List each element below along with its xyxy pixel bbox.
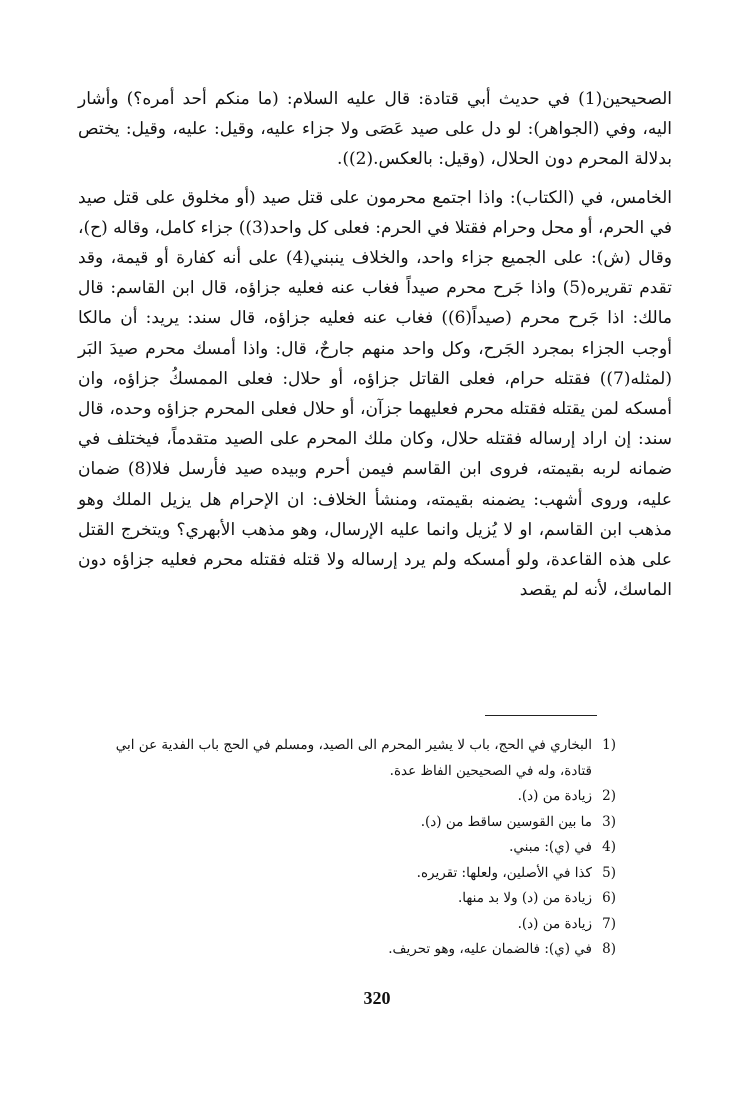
footnote-number: 8) <box>602 941 616 957</box>
paragraph-1: الصحيحين(1) في حديث أبي قتادة: قال عليه السلام: (ما منكم أحد أمره؟) وأشار اليه، وفي (الجواهر): لو دل على صيد عَصَى ولا جزاء عليه، وقيل: عليه، وقيل: يختص بدلالة المحرم دون الحلال، (وقيل: بالعكس.(2)). <box>78 89 672 170</box>
footnote-number: 5) <box>602 864 616 881</box>
footnote-number: 3) <box>602 813 616 830</box>
footnote-separator <box>485 715 597 716</box>
footnote-text: زيادة من (د). <box>517 915 592 932</box>
paragraph-2: الخامس، في (الكتاب): واذا اجتمع محرمون على قتل صيد (أو مخلوق على قتل صيد في الحرم، أو محل وحرام فقتلا في الحرم: فعلى كل واحد(3)) جزاء كامل، وقاله (ح)، وقال (ش): على الجميع جزاء واحد، والخلاف ينبني(4) على أنه كفارة أو قيمة، وقد تقدم تقريره(5) واذا جَرح محرم صيداً فغاب عنه فعليه جزاؤه، قال ابن القاسم: قال مالك: اذا جَرح محرم (صيداً(6)) فغاب عنه فعليه جزاؤه، قال سند: يريد: أن مالكا أوجب الجزاء بمجرد الجَرح، وكل واحد منهم جارحٌ، قال: واذا أمسك محرم صيدَ البَر (لمثله(7)) فقتله حرام، فعلى القاتل جزاؤه، أو حلال: فعلى الممسكُ جزاؤه، وان أمسكه لمن يقتله فقتله محرم فعليهما جزآن، أو حلال فعلى المحرم جزاؤه وحده، قال سند: إن اراد إرساله فقتله حلال، وكان ملك المحرم على الصيد متقدماً، فيختلف في ضمانه لربه بقيمته، فروى ابن القاسم فيمن أحرم وبيده صيد فأرسل فلا(8) ضمان عليه، وروى أشهب: يضمنه بقيمته، ومنشأ الخلاف: ان الإحرام هل يزيل الملك وهو مذهب ابن القاسم، او لا يُزيل وانما عليه الإرسال، وهو مذهب الأبهري؟ ويتخرج القتل على هذه القاعدة، ولو أمسكه ولم يرد إرساله ولا قتله فقتله محرم فعليه جزاؤه دون الماسك، لأنه لم يقصد <box>78 187 673 601</box>
footnote-item <box>96 861 616 887</box>
footnote-number: 2) <box>602 788 616 804</box>
main-text <box>78 84 672 605</box>
footnote-item <box>96 912 616 938</box>
footnote-item <box>96 784 616 810</box>
footnote-text: زيادة من (د). <box>517 788 592 804</box>
footnote-item <box>96 835 616 861</box>
footnote-number: 1) <box>602 737 616 753</box>
footnote-text: كذا في الأصلين، ولعلها: تقريره. <box>416 864 592 881</box>
footnote-number: 7) <box>602 915 616 932</box>
footnote-item <box>96 937 616 963</box>
footnote-text: في (ي): مبني. <box>509 839 592 855</box>
footnote-text: زيادة من (د) ولا بد منها. <box>458 890 592 906</box>
footnote-item <box>96 886 616 912</box>
footnote-text: ما بين القوسين ساقط من (د). <box>420 813 592 830</box>
footnote-number: 6) <box>602 890 616 906</box>
footnote-item <box>96 733 616 784</box>
page-number: 320 <box>363 988 391 1008</box>
footnotes <box>96 733 616 963</box>
footnote-item <box>96 810 616 836</box>
footnote-text: البخاري في الحج، باب لا يشير المحرم الى الصيد، ومسلم في الحج باب الفدية عن ابي قتادة، وله في الصحيحين الفاظ عدة. <box>115 737 592 779</box>
footnote-number: 4) <box>602 839 616 855</box>
footnote-text: في (ي): فالضمان عليه، وهو تحريف. <box>388 941 592 957</box>
